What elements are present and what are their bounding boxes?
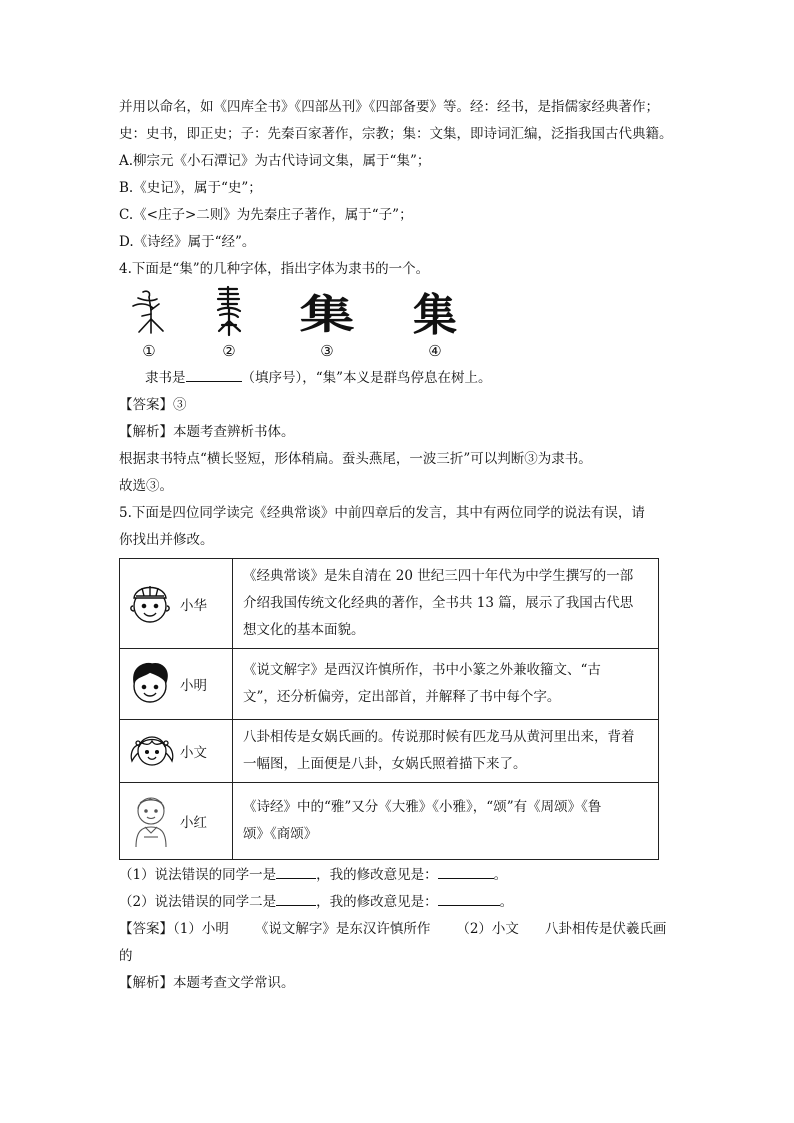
question-4-stem: 4.下面是“集”的几种字体，指出字体为隶书的一个。 — [119, 261, 430, 277]
boy-avatar-icon — [128, 656, 172, 712]
q5-fill-1 — [119, 862, 679, 889]
comment-line: 《说文解字》是西汉许慎所作，书中小篆之外兼收籀文、“古 — [243, 662, 601, 678]
student-cell — [120, 783, 233, 860]
option-c: C.《<庄子>二则》为先秦庄子著作，属于“子”； — [119, 207, 413, 223]
q5-fill-2-end: 。 — [499, 894, 514, 910]
document-page — [119, 94, 679, 997]
student-name: 小红 — [180, 815, 207, 831]
girl-sweater-avatar-icon — [128, 789, 174, 853]
student-comments-table — [119, 558, 659, 860]
comment-line: 八卦相传是女娲氏画的。传说那时候有匹龙马从黄河里出来，背着 — [243, 729, 635, 745]
q5-answer-1-student: 【答案】（1）小明 — [119, 921, 229, 937]
glyph-number-4: ④ — [428, 342, 442, 360]
q5-blank-2a[interactable] — [276, 889, 316, 906]
seal-script-ji-icon — [212, 285, 246, 337]
q5-fill-1-prefix: （1）说法错误的同学一是 — [119, 867, 277, 883]
intro-line-1: 并用以命名，如《四库全书》《四部丛刊》《四部备要》等。经：经书，是指儒家经典著作； — [119, 99, 659, 115]
comment-cell — [233, 783, 659, 860]
q4-answer: 【答案】③ — [119, 397, 187, 413]
clerical-ji-char: 集 — [299, 292, 355, 338]
q5-answer-cont: 的 — [119, 948, 133, 964]
table-row — [120, 559, 659, 649]
boy-cap-avatar-icon — [128, 576, 172, 632]
comment-line: 《经典常谈》是朱自清在 20 世纪三四十年代为中学生撰写的一部 — [243, 568, 634, 584]
comment-line: 一幅图，上面便是八卦，女娲氏照着描下来了。 — [243, 756, 527, 772]
comment-cell — [233, 720, 659, 783]
q5-answer-1-fix: 《说文解字》是东汉许慎所作 — [254, 921, 431, 937]
glyph-3 — [295, 285, 359, 361]
option-d: D.《诗经》属于“经”。 — [119, 234, 256, 250]
intro-line-2: 史：史书，即正史；子：先秦百家著作，宗教；集：文集，即诗词汇编，泛指我国古代典籍。 — [119, 126, 673, 142]
q5-answer — [119, 916, 679, 943]
student-cell — [120, 720, 233, 783]
comment-cell — [233, 559, 659, 649]
student-cell — [120, 559, 233, 649]
q4-fill-before: 隶书是 — [145, 370, 186, 386]
q5-stem-1: 5.下面是四位同学读完《经典常谈》中前四章后的发言，其中有两位同学的说法有误，请 — [119, 505, 645, 521]
q5-analysis: 【解析】本题考查文学常识。 — [119, 975, 295, 991]
q5-stem-2: 你找出并修改。 — [119, 532, 214, 548]
q5-fill-2-mid: ，我的修改意见是： — [316, 894, 438, 910]
student-name: 小明 — [180, 678, 207, 694]
q5-fill-2-prefix: （2）说法错误的同学二是 — [119, 894, 277, 910]
comment-line: 想文化的基本面貌。 — [243, 622, 365, 638]
oracle-bone-ji-icon — [129, 286, 169, 336]
table-row — [120, 649, 659, 720]
q5-fill-1-mid: ，我的修改意见是： — [316, 867, 438, 883]
regular-ji-glyph — [405, 285, 465, 341]
q4-analysis: 【解析】本题考查辨析书体。 — [119, 424, 295, 440]
glyph-4 — [405, 285, 465, 361]
comment-line: 《诗经》中的“雅”又分《大雅》《小雅》，“颂”有《周颂》《鲁 — [243, 799, 602, 815]
comment-line: 文”，还分析偏旁，定出部首，并解释了书中每个字。 — [243, 689, 561, 705]
glyph-2 — [199, 285, 259, 361]
q5-fill-1-end: 。 — [493, 867, 508, 883]
option-a: A.柳宗元《小石潭记》为古代诗词文集，属于“集”； — [119, 153, 431, 169]
clerical-ji-glyph — [295, 285, 359, 337]
option-b: B.《史记》，属于“史”； — [119, 180, 262, 196]
comment-cell — [233, 649, 659, 720]
student-name: 小华 — [180, 597, 207, 614]
q4-reason: 根据隶书特点“横长竖短，形体稍扁。蚕头燕尾，一波三折”可以判断③为隶书。 — [119, 451, 592, 467]
glyph-number-1: ① — [142, 342, 156, 360]
q4-choice: 故选③。 — [119, 478, 173, 494]
q5-fill-2 — [119, 889, 679, 916]
girl-avatar-icon — [128, 725, 176, 777]
table-row — [120, 783, 659, 860]
bronze-ji-glyph — [199, 285, 259, 337]
glyph-number-3: ③ — [320, 342, 334, 360]
student-cell — [120, 649, 233, 720]
glyph-figure — [119, 285, 679, 365]
q4-answer-blank[interactable] — [186, 365, 242, 382]
q5-answer-2-student: （2）小文 — [456, 921, 519, 937]
comment-line: 颂》《商颂》 — [243, 826, 318, 842]
comment-line: 介绍我国传统文化经典的著作，全书共 13 篇，展示了我国古代思 — [243, 595, 634, 611]
table-row — [120, 720, 659, 783]
student-name: 小文 — [180, 745, 207, 761]
regular-ji-char: 集 — [413, 290, 457, 341]
q4-fill-line — [119, 365, 679, 392]
seal-bird-glyph — [119, 285, 179, 337]
glyph-1 — [119, 285, 179, 361]
q4-fill-after: （填序号），“集”本义是群鸟停息在树上。 — [241, 370, 492, 386]
q5-blank-1a[interactable] — [276, 862, 316, 879]
glyph-number-2: ② — [222, 342, 236, 360]
q5-answer-2-fix: 八卦相传是伏羲氏画 — [544, 921, 667, 937]
q5-blank-1b[interactable] — [438, 862, 494, 879]
q5-blank-2b[interactable] — [438, 889, 500, 906]
